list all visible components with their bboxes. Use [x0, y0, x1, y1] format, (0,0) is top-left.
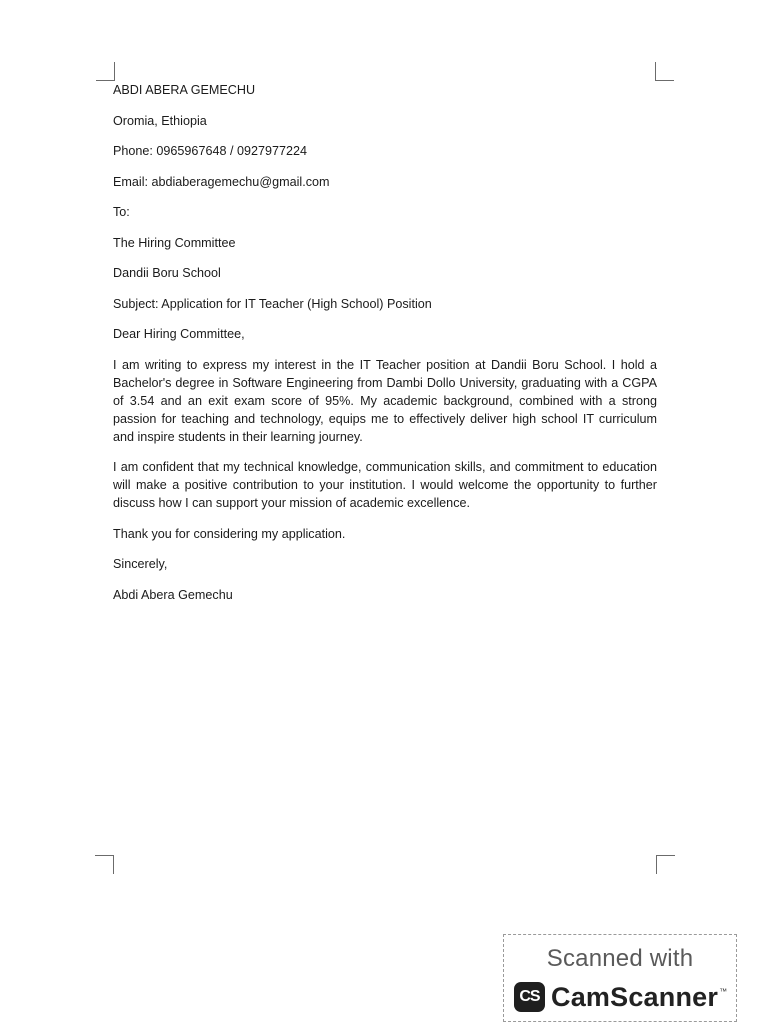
body-paragraph-1: I am writing to express my interest in the IT Teacher position at Dandii Boru School. I hold a Bachelor's degree in Software Engineering from Dambi Dollo University, graduating with a CGPA of 3.54 and an exit exam score of 95%. My academic background, combined with a strong passion for teaching and technology, equips me to effectively deliver high school IT curriculum and inspire students in their learning journey.: [113, 357, 657, 444]
closing: Sincerely,: [113, 557, 168, 571]
margin-corner-mark-bottom-right: [656, 855, 675, 874]
signature-name: Abdi Abera Gemechu: [113, 587, 233, 602]
sender-name: ABDI ABERA GEMECHU: [113, 83, 256, 97]
trademark-symbol: ™: [719, 987, 728, 996]
sender-phone: Phone: 0965967648 / 0927977224: [113, 144, 307, 158]
salutation: Dear Hiring Committee,: [113, 327, 245, 341]
thanks-line: Thank you for considering my application.: [113, 526, 346, 541]
to-label: To:: [113, 205, 130, 219]
margin-corner-mark-top-right: [655, 62, 674, 81]
subject-line: Subject: Application for IT Teacher (High School) Position: [113, 296, 432, 311]
sender-email: Email: abdiaberagemechu@gmail.com: [113, 174, 330, 189]
margin-corner-mark-top-left: [96, 62, 115, 81]
camscanner-brand-name: CamScanner: [551, 981, 719, 1012]
margin-corner-mark-bottom-left: [95, 855, 114, 874]
camscanner-logo-icon: CS: [514, 982, 545, 1012]
camscanner-watermark: [503, 934, 737, 1022]
body-paragraph-2: I am confident that my technical knowledge, communication skills, and commitment to education will make a positive contribution to your institution. I would welcome the opportunity to further discuss how I can support your mission of academic excellence.: [113, 460, 657, 510]
camscanner-brand-row: [514, 981, 727, 1013]
recipient-name: The Hiring Committee: [113, 235, 236, 250]
cover-letter: [113, 81, 657, 616]
recipient-organization: Dandii Boru School: [113, 266, 221, 280]
scanned-with-text: Scanned with: [546, 945, 694, 972]
sender-location: Oromia, Ethiopia: [113, 113, 207, 128]
